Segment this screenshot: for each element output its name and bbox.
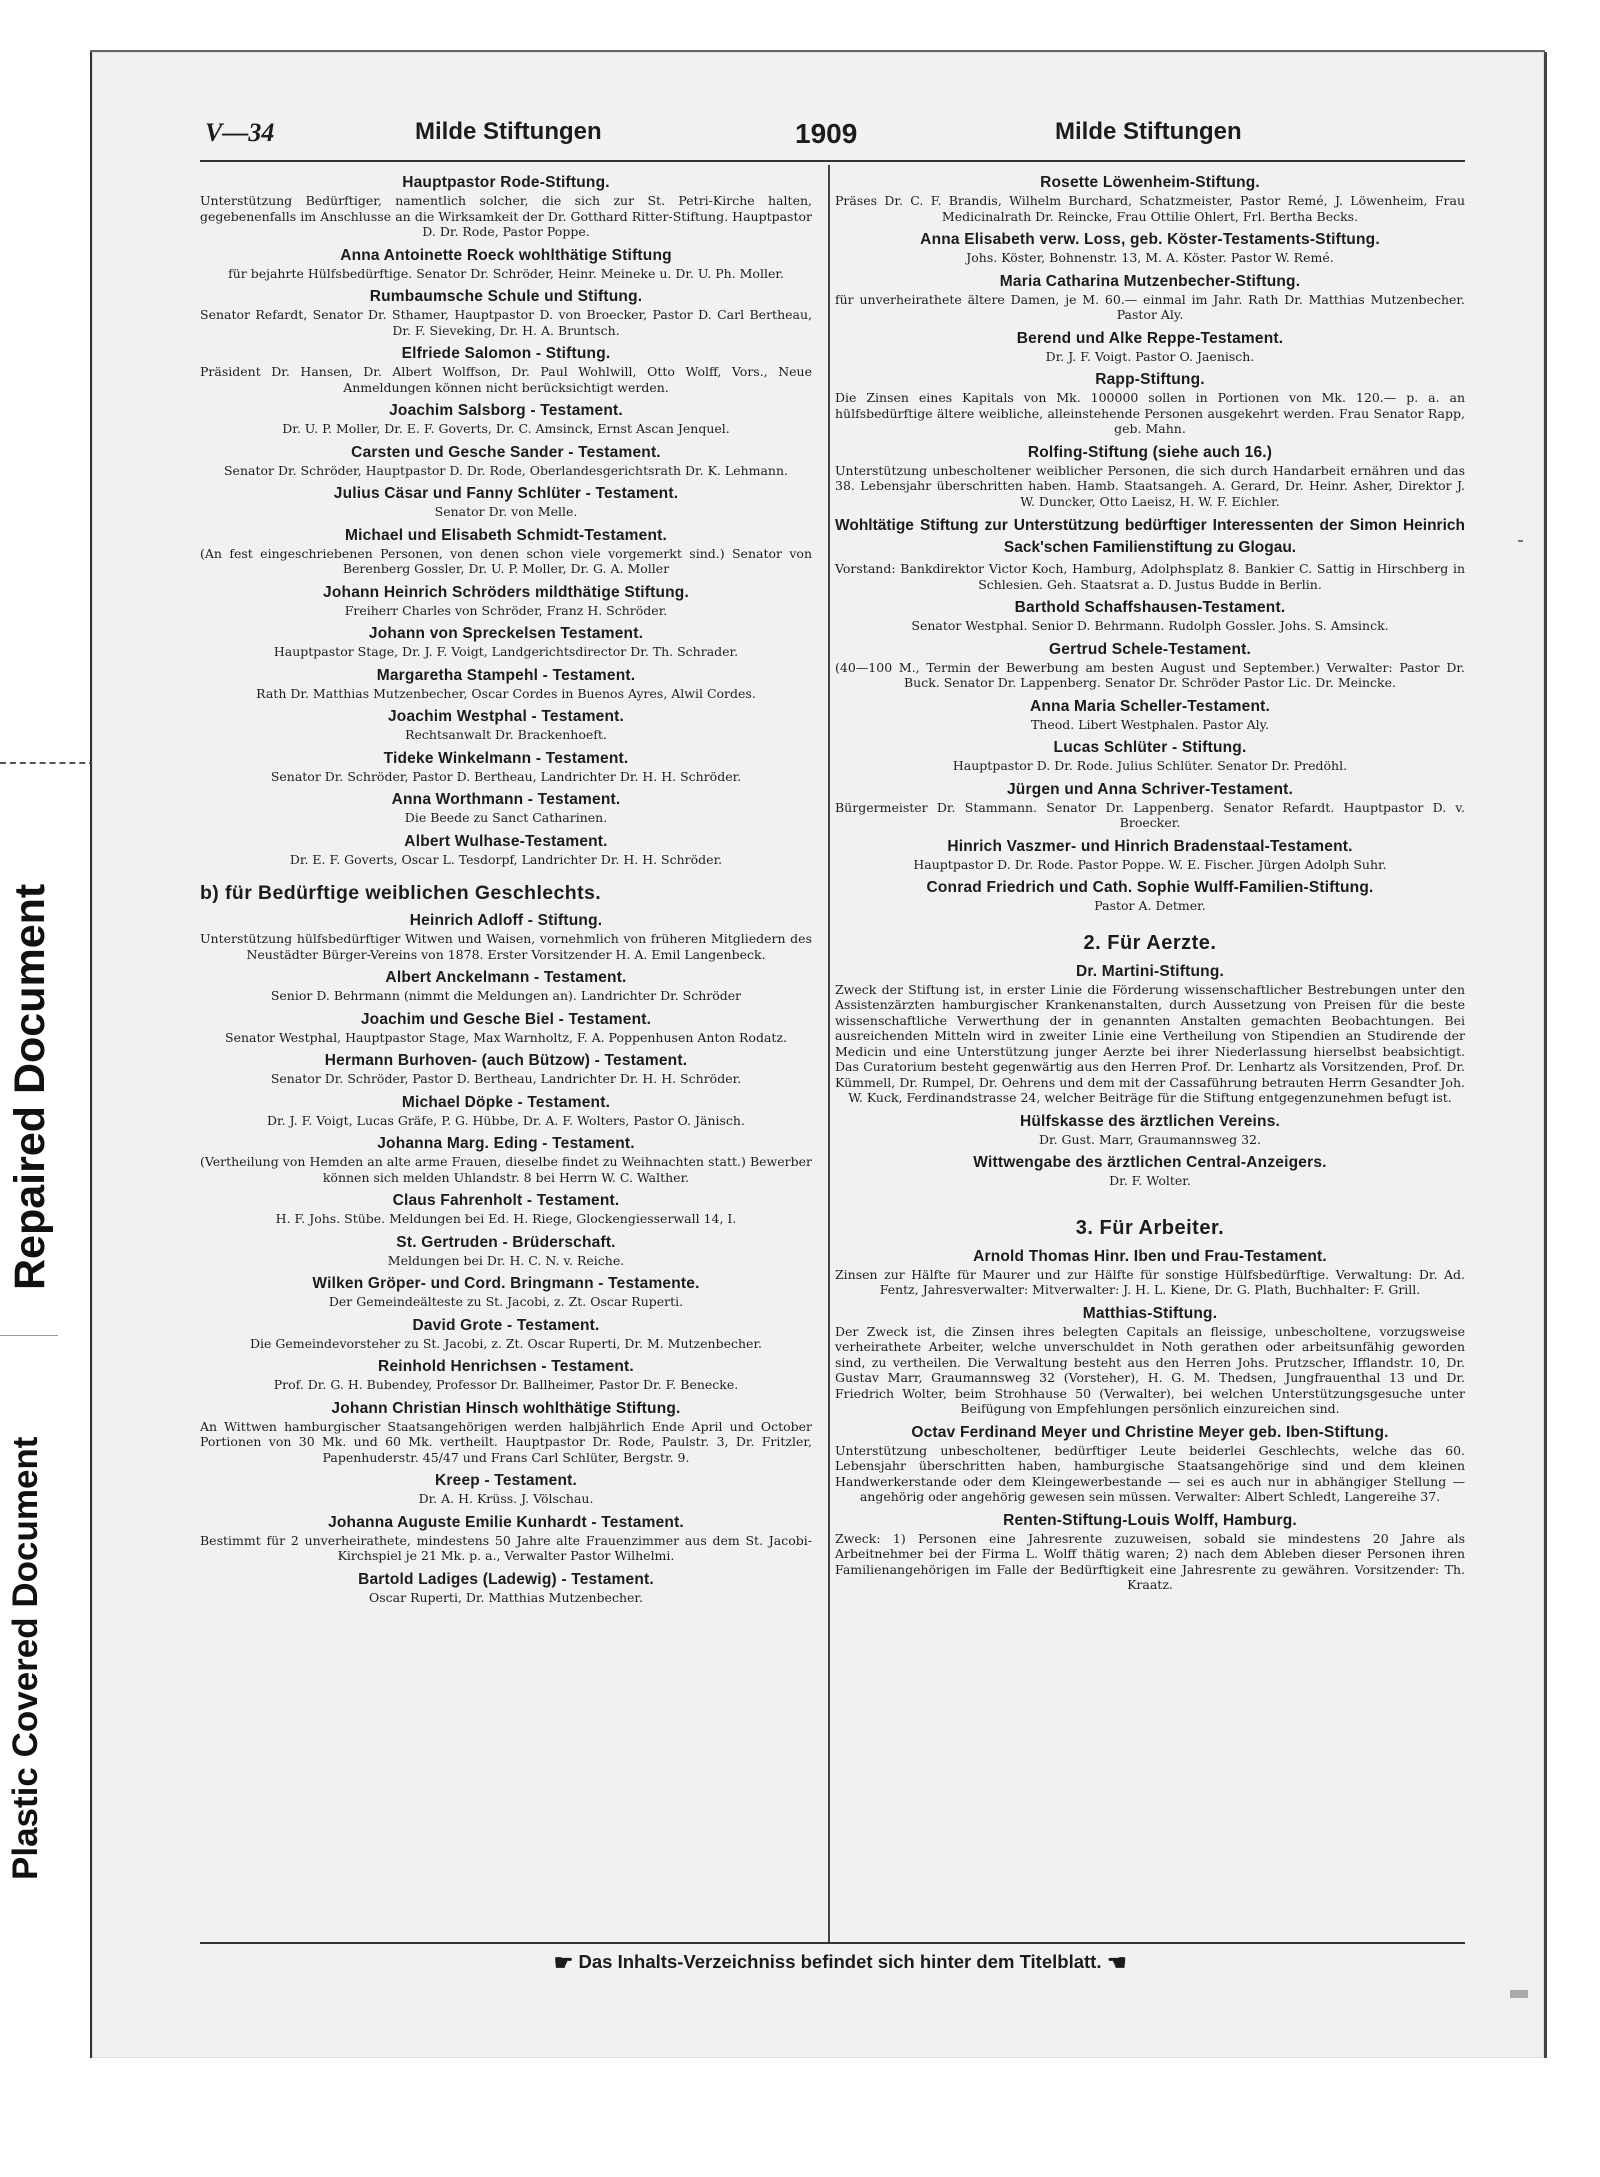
- footer-note: [430, 1950, 1250, 1976]
- entry-title: Tideke Winkelmann - Testament.: [383, 749, 629, 767]
- left-column: [200, 167, 812, 1605]
- entry-body: (40—100 M., Termin der Bewerbung am besten August und September.) Verwalter: Pastor Dr. Buck. Senator Dr. Lappenberg. Senator Dr. Schröder Pastor Lic. Dr. Meincke.: [835, 659, 1465, 690]
- entry-body: Dr. A. H. Krüss. J. Völschau.: [418, 1491, 594, 1506]
- sack-foundation-body: Vorstand: Bankdirektor Victor Koch, Hamburg, Adolphsplatz 8. Bankier C. Sattig in Hirschberg in Schlesien. Geh. Staatsrat a. D. Justus Budde in Berlin.: [835, 561, 1465, 592]
- entry-body: Unterstützung Bedürftiger, namentlich solcher, die sich zur St. Petri-Kirche halten, gegebenenfalls im Anschlusse an die Wirksamkeit der Dr. Gotthard Ritter-Stiftung. Hauptpastor D. Dr. Rode, Pastor Poppe.: [200, 193, 812, 239]
- plastic-covered-label: Plastic Covered Document: [6, 1436, 45, 1880]
- entry-body: Rechtsanwalt Dr. Brackenhoeft.: [405, 727, 607, 742]
- entry-body: Präses Dr. C. F. Brandis, Wilhelm Burchard, Schatzmeister, Pastor Remé, J. Löwenheim, Frau Medicinalrath Dr. Reincke, Frau Ottilie Ohlert, Frl. Bertha Becks.: [835, 193, 1465, 224]
- entry-title: Albert Wulhase-Testament.: [404, 832, 608, 850]
- entry-title: Albert Anckelmann - Testament.: [385, 969, 627, 986]
- entry-title: Johanna Marg. Eding - Testament.: [377, 1135, 635, 1152]
- entry-body: Dr. U. P. Moller, Dr. E. F. Goverts, Dr. C. Amsinck, Ernst Ascan Jenquel.: [282, 421, 730, 436]
- entry-body: Rath Dr. Matthias Mutzenbecher, Oscar Cordes in Buenos Ayres, Alwil Cordes.: [256, 685, 756, 701]
- entry-title: Maria Catharina Mutzenbecher-Stiftung.: [999, 272, 1301, 290]
- entry-body: Der Gemeindeälteste zu St. Jacobi, z. Zt. Oscar Ruperti.: [328, 1294, 684, 1309]
- entry-title: Conrad Friedrich und Cath. Sophie Wulff-Familien-Stiftung.: [926, 879, 1374, 896]
- entry-title: Hülfskasse des ärztlichen Vereins.: [1019, 1112, 1281, 1130]
- entry-title: Johann von Spreckelsen Testament.: [368, 625, 644, 642]
- left-entries-b: [200, 910, 812, 1605]
- section-3-heading: 3. Für Arbeiter.: [1075, 1216, 1225, 1239]
- entry-title: Dr. Martini-Stiftung.: [1076, 962, 1224, 980]
- page-number: V—34: [205, 118, 275, 147]
- entry-title: Anna Antoinette Roeck wohlthätige Stiftung: [340, 246, 672, 264]
- entry-body: Senior D. Behrmann (nimmt die Meldungen an). Landrichter Dr. Schröder: [270, 988, 742, 1003]
- entry-title: Julius Cäsar und Fanny Schlüter - Testament.: [333, 485, 679, 502]
- footer-text: Das Inhalts-Verzeichniss befindet sich hinter dem Titelblatt.: [578, 1950, 1102, 1972]
- header-rule: [200, 160, 1465, 162]
- entry-title: Bartold Ladiges (Ladewig) - Testament.: [358, 1570, 654, 1588]
- entry-title: Johann Christian Hinsch wohlthätige Stiftung.: [331, 1399, 681, 1417]
- entry-body: Johs. Köster, Bohnenstr. 13, M. A. Köster. Pastor W. Remé.: [966, 250, 1334, 265]
- entry-body: Hauptpastor Stage, Dr. J. F. Voigt, Landgerichtsdirector Dr. Th. Schrader.: [273, 644, 739, 659]
- entry-title: Heinrich Adloff - Stiftung.: [409, 912, 603, 929]
- entry-body: Theod. Libert Westphalen. Pastor Aly.: [1030, 716, 1270, 732]
- entry-body: Prof. Dr. G. H. Bubendey, Professor Dr. Ballheimer, Pastor Dr. F. Benecke.: [273, 1377, 739, 1392]
- entry-title: Berend und Alke Reppe-Testament.: [1016, 329, 1284, 347]
- entry-title: Claus Fahrenholt - Testament.: [392, 1192, 620, 1209]
- entry-title: Elfriede Salomon - Stiftung.: [401, 345, 611, 362]
- entry-body: Oscar Ruperti, Dr. Matthias Mutzenbecher.: [369, 1589, 643, 1605]
- entry-title: Barthold Schaffshausen-Testament.: [1014, 599, 1286, 616]
- scan-speck: [1518, 540, 1523, 542]
- entry-body: Die Zinsen eines Kapitals von Mk. 100000 sollen in Portionen von Mk. 120.— p. a. an hülfsbedürftige ältere weibliche, alleinstehende Personen ausgekehrt werden. Frau Senator Rapp, geb. Mahn.: [835, 390, 1465, 436]
- entry-body: Unterstützung hülfsbedürftiger Witwen und Waisen, vornehmlich von früheren Mitgliedern des Neustädter Bürger-Vereins von 1878. Erster Vorsitzender H. A. Emil Langenbeck.: [200, 931, 812, 962]
- right-column: [835, 167, 1465, 1593]
- entry-body: Senator Westphal, Hauptpastor Stage, Max Warnholtz, F. A. Poppenhusen Anton Rodatz.: [225, 1029, 787, 1045]
- entry-body: Pastor A. Detmer.: [1094, 898, 1206, 913]
- entry-body: (An fest eingeschriebenen Personen, von denen schon viele vorgemerkt sind.) Senator von Berenberg Gossler, Dr. U. P. Moller, Dr. G. A. Moller: [200, 545, 812, 576]
- entry-body: Senator Westphal. Senior D. Behrmann. Rudolph Gossler. Johs. S. Amsinck.: [911, 618, 1389, 633]
- entry-body: Senator Dr. Schröder, Hauptpastor D. Dr. Rode, Oberlandesgerichtsrath Dr. K. Lehmann.: [223, 462, 789, 478]
- entry-body: Dr. E. F. Goverts, Oscar L. Tesdorpf, Landrichter Dr. H. H. Schröder.: [289, 851, 723, 867]
- column-divider: [828, 165, 830, 1942]
- entry-title: Carsten und Gesche Sander - Testament.: [351, 443, 661, 461]
- side-label-divider: [0, 1335, 58, 1336]
- entry-title: Hauptpastor Rode-Stiftung.: [402, 174, 610, 191]
- subheading-b: b) für Bedürftige weiblichen Geschlechts.: [200, 882, 602, 904]
- bottom-rule: [200, 1942, 1465, 1944]
- entry-body: für unverheirathete ältere Damen, je M. 60.— einmal im Jahr. Rath Dr. Matthias Mutzenbecher. Pastor Aly.: [835, 291, 1465, 322]
- entry-title: Rumbaumsche Schule und Stiftung.: [369, 288, 643, 305]
- entry-title: Joachim und Gesche Biel - Testament.: [360, 1010, 652, 1028]
- entry-title: Wittwengabe des ärztlichen Central-Anzeigers.: [973, 1154, 1327, 1171]
- entry-title: Rapp-Stiftung.: [1095, 371, 1205, 388]
- header-left-title: Milde Stiftungen: [415, 118, 602, 145]
- entry-title: Rosette Löwenheim-Stiftung.: [1040, 174, 1260, 191]
- entry-title: Hermann Burhoven- (auch Bützow) - Testament.: [324, 1052, 688, 1069]
- entry-body: Dr. J. F. Voigt. Pastor O. Jaenisch.: [1045, 348, 1255, 364]
- entry-body: Bestimmt für 2 unverheirathete, mindestens 50 Jahre alte Frauenzimmer aus dem St. Jacobi-Kirchspiel je 21 Mk. p. a., Verwalter Pastor Wilhelmi.: [200, 1532, 812, 1563]
- entry-body: Senator Refardt, Senator Dr. Sthamer, Hauptpastor D. von Broecker, Pastor D. Carl Bertheau, Dr. F. Sieveking, Dr. H. A. Bruntsch.: [200, 307, 812, 338]
- pointing-hand-icon: ☛: [1106, 1950, 1127, 1975]
- entry-title: Margaretha Stampehl - Testament.: [376, 666, 636, 684]
- entry-title: Anna Maria Scheller-Testament.: [1029, 697, 1270, 715]
- section-2-heading: 2. Für Aerzte.: [1083, 931, 1217, 954]
- entry-body: für bejahrte Hülfsbedürftige. Senator Dr. Schröder, Heinr. Meineke u. Dr. U. Ph. Moller.: [228, 265, 784, 281]
- header-right-title: Milde Stiftungen: [1055, 118, 1242, 145]
- entry-body: Unterstützung unbescholtener weiblicher Personen, die sich durch Handarbeit ernähren und das 38. Lebensjahr überschritten haben. Hamb. Staatsangeh. A. Gerard, Dr. Heinr. Asher, Direktor J. W. Duncker, Otto Laeisz, H. W. F. Eichler.: [835, 462, 1465, 509]
- entry-body: Dr. J. F. Voigt, Lucas Gräfe, P. G. Hübbe, Dr. A. F. Wolters, Pastor O. Jänisch.: [267, 1112, 745, 1128]
- entry-body: Dr. Gust. Marr, Graumannsweg 32.: [1038, 1131, 1261, 1147]
- entry-title: Matthias-Stiftung.: [1082, 1304, 1218, 1322]
- entry-body: Die Beede zu Sanct Catharinen.: [404, 810, 608, 825]
- entry-title: Anna Elisabeth verw. Loss, geb. Köster-Testaments-Stiftung.: [920, 231, 1380, 248]
- entry-body: Hauptpastor D. Dr. Rode. Julius Schlüter. Senator Dr. Predöhl.: [952, 758, 1348, 773]
- entry-title: Gertrud Schele-Testament.: [1049, 640, 1251, 658]
- entry-title: Lucas Schlüter - Stiftung.: [1053, 739, 1247, 756]
- entry-body: Präsident Dr. Hansen, Dr. Albert Wolffson, Dr. Paul Wohlwill, Otto Wolff, Vors., Neue Anmeldungen können nicht berücksichtigt werden.: [200, 364, 812, 395]
- entry-title: Michael und Elisabeth Schmidt-Testament.: [344, 526, 668, 544]
- entry-body: Bürgermeister Dr. Stammann. Senator Dr. Lappenberg. Senator Refardt. Hauptpastor D. v. Broecker.: [835, 799, 1465, 830]
- entry-body: Dr. F. Wolter.: [1109, 1173, 1191, 1188]
- entry-title: Michael Döpke - Testament.: [401, 1093, 611, 1111]
- header-year: 1909: [795, 118, 858, 149]
- entry-title: Anna Worthmann - Testament.: [391, 791, 621, 808]
- entry-body: Der Zweck ist, die Zinsen ihres belegten Capitals an fleissige, unbescholtene, vorzugsweise verheirathete Arbeiter, welche unverschuldet in Noth gerathen oder arbeitsunfähig geworden sind, zu vertheilen. Die Verwaltung besteht aus den Herren Johs. Prutzscher, Ifflandstr. 10, Dr. Gustav Marr, Graumannsweg 32 (Vorsteher), H. G. M. Thedsen, Jungfrauenthal 13 und Dr. Friedrich Wolter, beim Strohhause 50 (Verwalter), bei welchen Unterstützungsgesuche unter Beifügung von Empfehlungen persönlich einzureichen sind.: [835, 1323, 1465, 1416]
- entry-body: An Wittwen hamburgischer Staatsangehörigen werden halbjährlich Ende April und October Portionen von 30 Mk. und 60 Mk. vertheilt. Hauptpastor Dr. Rode, Paulstr. 3, Dr. Fritzler, Papenhuderstr. 45/47 und Frans Carl Schlüter, Bergstr. 9.: [200, 1418, 812, 1465]
- entry-body: Hauptpastor D. Dr. Rode. Pastor Poppe. W. E. Fischer. Jürgen Adolph Suhr.: [913, 856, 1387, 872]
- entry-body: H. F. Johs. Stübe. Meldungen bei Ed. H. Riege, Glockengiesserwall 14, I.: [275, 1211, 737, 1226]
- entry-title: Rolfing-Stiftung (siehe auch 16.): [1027, 443, 1273, 461]
- entry-title: Arnold Thomas Hinr. Iben und Frau-Testament.: [973, 1247, 1327, 1265]
- entry-title: Joachim Westphal - Testament.: [387, 708, 625, 725]
- entry-title: Octav Ferdinand Meyer und Christine Meyer geb. Iben-Stiftung.: [911, 1423, 1389, 1441]
- section-3-entries: [835, 1246, 1465, 1593]
- entry-body: Meldungen bei Dr. H. C. N. v. Reiche.: [387, 1252, 625, 1268]
- entry-title: David Grote - Testament.: [412, 1316, 600, 1334]
- page-header: [200, 118, 1500, 160]
- entry-title: St. Gertruden - Brüderschaft.: [396, 1233, 616, 1251]
- left-entries-a: [200, 172, 812, 867]
- section-2-entries: [835, 961, 1465, 1189]
- entry-title: Reinhold Henrichsen - Testament.: [378, 1358, 634, 1375]
- entry-title: Hinrich Vaszmer- und Hinrich Bradenstaal-Testament.: [947, 837, 1353, 855]
- entry-body: Senator Dr. Schröder, Pastor D. Bertheau, Landrichter Dr. H. H. Schröder.: [270, 768, 742, 784]
- entry-body: Unterstützung unbescholtener, bedürftiger Leute beiderlei Geschlechts, welche das 60. Lebensjahr überschritten haben, hamburgische Staatsangehörige sind und dem kleinen Handwerkerstande oder dem Kleingewerbestande — sei es auch nur in abhängiger Stellung — angehörig oder angehörig gewesen sein müssen. Verwalter: Albert Schledt, Langereihe 37.: [835, 1442, 1465, 1504]
- entry-title: Johanna Auguste Emilie Kunhardt - Testament.: [328, 1513, 684, 1531]
- entry-body: Zweck: 1) Personen eine Jahresrente zuzuweisen, sobald sie mindestens 20 Jahre als Arbeitnehmer bei der Firma L. Wolff thätig waren; 2) nach dem Ableben dieser Personen ihren Familienangehörigen im Falle der Bedürftigkeit eine Jahresrente zu gewähren. Vorsitzender: Th. Kraatz.: [835, 1530, 1465, 1592]
- entry-body: Die Gemeindevorsteher zu St. Jacobi, z. Zt. Oscar Ruperti, Dr. M. Mutzenbecher.: [249, 1335, 763, 1351]
- right-entries-b: [835, 597, 1465, 914]
- entry-body: Zinsen zur Hälfte für Maurer und zur Hälfte für sonstige Hülfsbedürftige. Verwaltung: Dr. Ad. Fentz, Jahresverwalter: Mitverwalter: J. H. L. Kiene, Dr. G. Plath, Buchhalter: F. Grill.: [835, 1266, 1465, 1297]
- entry-title: Renten-Stiftung-Louis Wolff, Hamburg.: [1003, 1511, 1297, 1529]
- entry-title: Wilken Gröper- und Cord. Bringmann - Testamente.: [312, 1275, 700, 1292]
- entry-body: Senator Dr. von Melle.: [434, 504, 578, 519]
- entry-body: Freiherr Charles von Schröder, Franz H. Schröder.: [344, 602, 668, 618]
- entry-body: (Vertheilung von Hemden an alte arme Frauen, dieselbe findet zu Weihnachten statt.) Bewerber können sich melden Uhlandstr. 8 bei Herrn W. C. Walther.: [200, 1154, 812, 1185]
- entry-title: Kreep - Testament.: [435, 1472, 577, 1489]
- entry-body: Zweck der Stiftung ist, in erster Linie die Förderung wissenschaftlicher Bestrebungen unter den Assistenzärzten hamburgischer Krankenanstalten, durch Aussetzung von Preisen für die beste wissenschaftliche Verwerthung der in genannten Anstalten gemachten Beobachtungen. Bei ausreichenden Mitteln wird in zweiter Linie eine Vertheilung von Stipendien an Studirende der Medicin und eine Unterstützung junger Aerzte bei ihrer Niederlassung hierselbst beabsichtigt. Das Curatorium besteht gegenwärtig aus den Herren Prof. Dr. Lenhartz als Vorsitzenden, Prof. Dr. Kümmell, Dr. Rumpel, Dr. Oehrens und dem mit der Cassaführung betrauten Herrn Gesandter Joh. W. Kuck, Ferdinandstrasse 24, welcher Beiträge für die Stiftung entgegenzunehmen befugt ist.: [835, 981, 1465, 1105]
- sack-foundation-title: Wohltätige Stiftung zur Unterstützung bedürftiger Interessenten der Simon Heinrich Sack'schen Familienstiftung zu Glogau.: [835, 517, 1465, 556]
- scan-speck: [1510, 1990, 1528, 1998]
- entry-title: Jürgen und Anna Schriver-Testament.: [1006, 780, 1294, 798]
- pointing-hand-icon: ☛: [553, 1950, 574, 1975]
- repaired-document-label: Repaired Document: [6, 883, 54, 1290]
- entry-title: Joachim Salsborg - Testament.: [389, 402, 623, 419]
- right-entries-a: [835, 172, 1465, 509]
- entry-title: Johann Heinrich Schröders mildthätige Stiftung.: [323, 583, 689, 601]
- entry-body: Senator Dr. Schröder, Pastor D. Bertheau, Landrichter Dr. H. H. Schröder.: [270, 1071, 742, 1086]
